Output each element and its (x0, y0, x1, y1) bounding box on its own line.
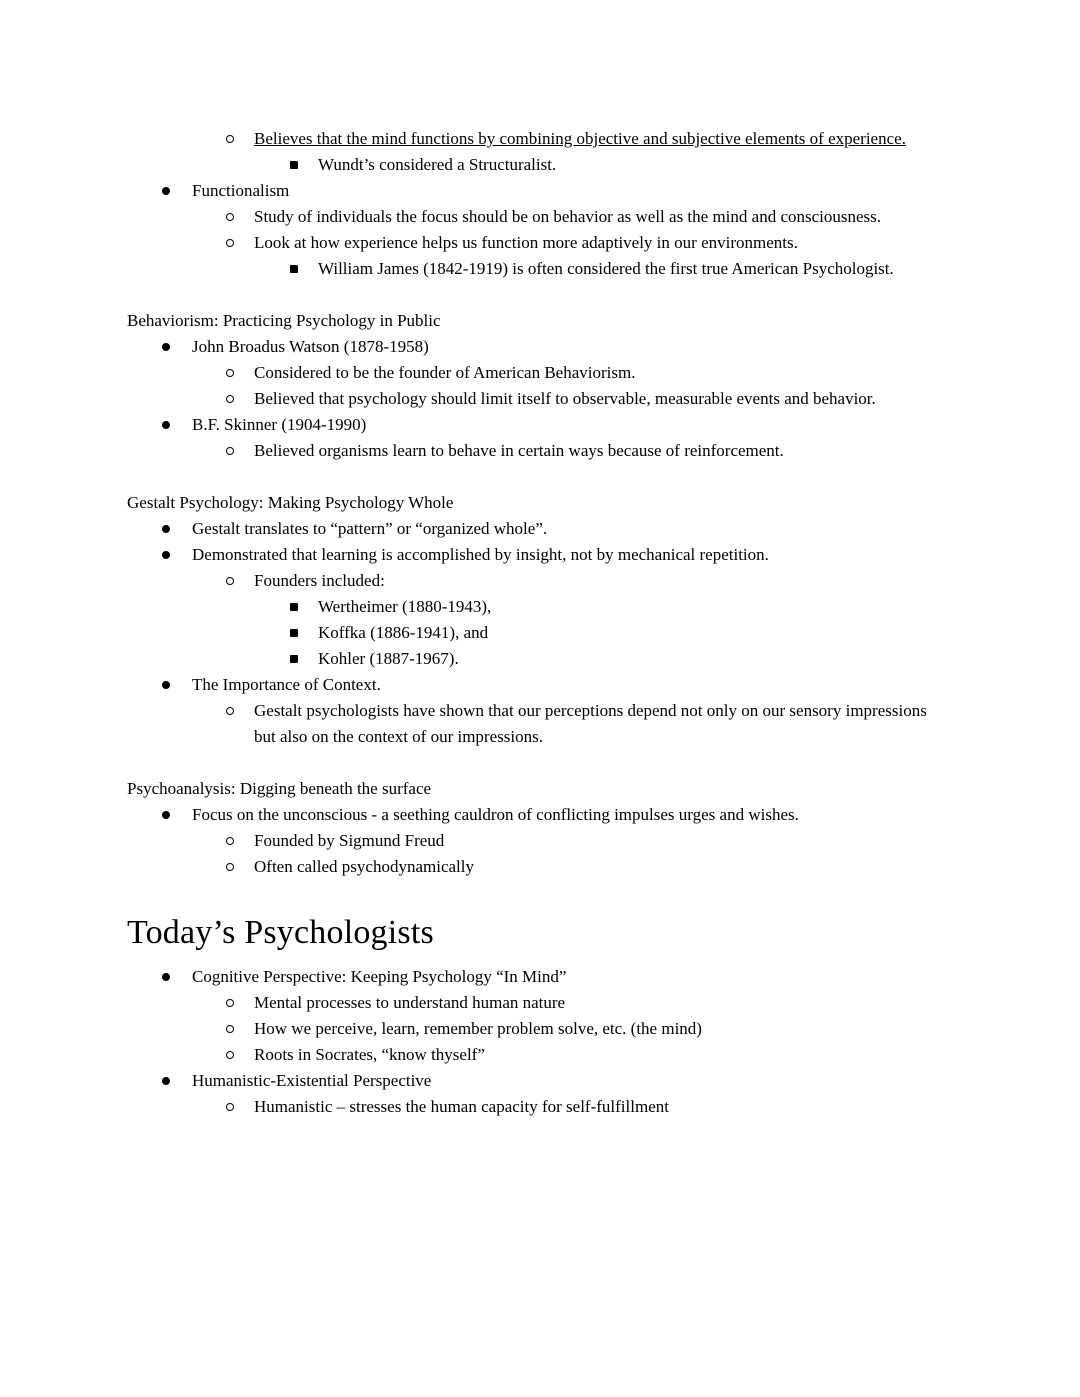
bullet-square-icon (290, 265, 298, 273)
list-item (127, 412, 940, 438)
list-item (127, 568, 940, 594)
list-item (127, 204, 940, 230)
list-item-text: Roots in Socrates, “know thyself” (254, 1045, 485, 1064)
bullet-circle-icon (226, 999, 234, 1007)
document-heading: Today’s Psychologists (127, 914, 434, 951)
list-item (127, 646, 940, 672)
bullet-list (127, 334, 940, 464)
list-item-text: Study of individuals the focus should be on behavior as well as the mind and consciousness. (254, 207, 882, 226)
list-item (127, 178, 940, 204)
bullet-square-icon (290, 629, 298, 637)
bullet-square-icon (290, 655, 298, 663)
list-item (127, 152, 940, 178)
list-item-text: Mental processes to understand human nature (254, 993, 566, 1012)
list-item (127, 386, 940, 412)
list-item-text: Often called psychodynamically (254, 857, 474, 876)
bullet-list (127, 802, 940, 880)
bullet-square-icon (290, 603, 298, 611)
list-item (127, 334, 940, 360)
bullet-list (127, 964, 940, 1120)
list-item-text: Believed that psychology should limit itself to observable, measurable events and behavior. (254, 389, 876, 408)
bullet-disc-icon (162, 421, 170, 429)
list-item (127, 438, 940, 464)
list-item-text: Gestalt translates to “pattern” or “organized whole”. (192, 519, 548, 538)
list-item-text: Believed organisms learn to behave in certain ways because of reinforcement. (254, 441, 784, 460)
list-item (127, 126, 940, 152)
bullet-list (127, 126, 940, 282)
list-item-text: Wundt’s considered a Structuralist. (318, 155, 557, 174)
bullet-list (127, 516, 940, 750)
list-item (127, 360, 940, 386)
bullet-circle-icon (226, 369, 234, 377)
list-item-text: Founders included: (254, 571, 385, 590)
bullet-circle-icon (226, 863, 234, 871)
section-heading: Behaviorism: Practicing Psychology in Public (127, 311, 441, 330)
bullet-circle-icon (226, 1025, 234, 1033)
list-item-text: The Importance of Context. (192, 675, 381, 694)
bullet-disc-icon (162, 343, 170, 351)
list-item-text: Koffka (1886-1941), and (318, 623, 489, 642)
list-item (127, 828, 940, 854)
bullet-circle-icon (226, 395, 234, 403)
bullet-square-icon (290, 161, 298, 169)
list-item-text: B.F. Skinner (1904-1990) (192, 415, 367, 434)
list-item-text: Look at how experience helps us function more adaptively in our environments. (254, 233, 798, 252)
list-item-text: Gestalt psychologists have shown that our perceptions depend not only on our sensory impressions but also on the context of our impressions. (254, 701, 927, 746)
list-item (127, 256, 940, 282)
list-item (127, 672, 940, 698)
list-item (127, 802, 940, 828)
list-item (127, 1094, 940, 1120)
bullet-disc-icon (162, 525, 170, 533)
list-item-text: Founded by Sigmund Freud (254, 831, 445, 850)
bullet-disc-icon (162, 973, 170, 981)
list-item-text: Wertheimer (1880-1943), (318, 597, 492, 616)
bullet-disc-icon (162, 1077, 170, 1085)
list-item-text: Functionalism (192, 181, 290, 200)
bullet-circle-icon (226, 447, 234, 455)
list-item (127, 620, 940, 646)
list-item-text: Cognitive Perspective: Keeping Psychology “In Mind” (192, 967, 567, 986)
list-item (127, 854, 940, 880)
list-item (127, 594, 940, 620)
list-item-text: William James (1842-1919) is often considered the first true American Psychologist. (318, 259, 894, 278)
bullet-disc-icon (162, 187, 170, 195)
bullet-circle-icon (226, 707, 234, 715)
list-item (127, 964, 940, 990)
list-item (127, 1016, 940, 1042)
list-item (127, 698, 940, 750)
bullet-circle-icon (226, 577, 234, 585)
list-item-text: How we perceive, learn, remember problem solve, etc. (the mind) (254, 1019, 702, 1038)
bullet-circle-icon (226, 837, 234, 845)
list-item (127, 1068, 940, 1094)
bullet-circle-icon (226, 213, 234, 221)
list-item (127, 516, 940, 542)
list-item (127, 990, 940, 1016)
bullet-disc-icon (162, 811, 170, 819)
bullet-disc-icon (162, 551, 170, 559)
list-item (127, 1042, 940, 1068)
list-item (127, 230, 940, 256)
bullet-disc-icon (162, 681, 170, 689)
list-item-text: Kohler (1887-1967). (318, 649, 459, 668)
list-item-text: John Broadus Watson (1878-1958) (192, 337, 429, 356)
section-heading: Psychoanalysis: Digging beneath the surface (127, 779, 432, 798)
list-item-text: Humanistic – stresses the human capacity for self-fulfillment (254, 1097, 669, 1116)
list-item-text: Considered to be the founder of American Behaviorism. (254, 363, 636, 382)
bullet-circle-icon (226, 1051, 234, 1059)
bullet-circle-icon (226, 239, 234, 247)
list-item-text: Humanistic-Existential Perspective (192, 1071, 432, 1090)
list-item (127, 542, 940, 568)
list-item-text: Focus on the unconscious - a seething cauldron of conflicting impulses urges and wishes. (192, 805, 799, 824)
list-item-text: Demonstrated that learning is accomplished by insight, not by mechanical repetition. (192, 545, 769, 564)
bullet-circle-icon (226, 1103, 234, 1111)
section-heading: Gestalt Psychology: Making Psychology Whole (127, 493, 454, 512)
list-item-text: Believes that the mind functions by combining objective and subjective elements of experience. (254, 129, 906, 148)
bullet-circle-icon (226, 135, 234, 143)
